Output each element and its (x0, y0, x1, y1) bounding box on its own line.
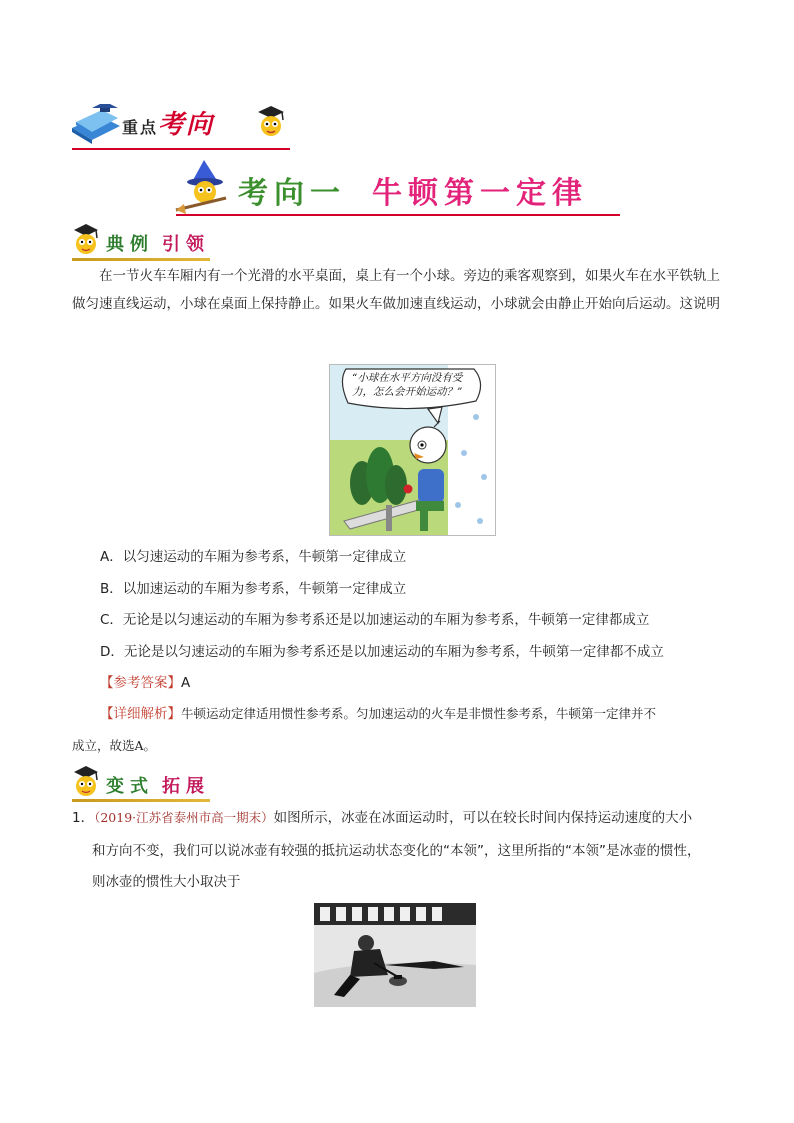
section-example-heading (70, 222, 230, 262)
header-big-text: 考向 (158, 110, 215, 140)
mascot-wizard-icon (174, 158, 234, 214)
example-illustration (329, 364, 496, 536)
analysis-text-1: 牛顿运动定律适用惯性参考系。匀加速运动的火车是非惯性参考系，牛顿第一定律并不 (181, 706, 657, 721)
answer-line (100, 673, 190, 693)
answer-label: 【参考答案】 (100, 675, 181, 691)
option-a: A．以匀速运动的车厢为参考系，牛顿第一定律成立 (100, 549, 407, 565)
section-example-label-a: 典例 (106, 234, 154, 255)
analysis-line-2: 成立，故选A。 (72, 738, 157, 753)
question-1-line-2: 和方向不变，我们可以说冰壶有较强的抵抗运动状态变化的“本领”，这里所指的“本领”是冰壶的惯性， (92, 843, 701, 859)
example-question: 在一节火车车厢内有一个光滑的水平桌面，桌上有一个小球。旁边的乘客观察到，如果火车在水平铁轨上做匀速直线运动，小球在桌面上保持静止。如果火车做加速直线运动，小球就会由静止开始向后运动。这说明 (72, 268, 720, 312)
question-1-line-3: 则冰壶的惯性大小取决于 (92, 874, 241, 890)
analysis-line-1 (100, 704, 656, 724)
mascot-graduate-icon (254, 102, 288, 142)
question-source: （2019·江苏省泰州市高一期末） (94, 810, 274, 825)
question-1-line-1 (72, 808, 692, 828)
question-number: 1． (72, 810, 95, 826)
mascot-graduate-small-icon (70, 222, 102, 258)
header-underline (72, 148, 290, 150)
option-c: C．无论是以匀速运动的车厢为参考系还是以加速运动的车厢为参考系，牛顿第一定律都成立 (100, 612, 650, 628)
section-example-label-b: 引领 (162, 234, 210, 255)
option-d: D．无论是以匀速运动的车厢为参考系还是以加速运动的车厢为参考系，牛顿第一定律都不成立 (100, 644, 664, 660)
header-banner (70, 100, 290, 150)
section-extension-underline (72, 799, 210, 802)
chapter-number: 考向一 (238, 176, 346, 211)
answer-value: A (181, 675, 191, 691)
curling-scene (314, 903, 476, 1007)
header-small-text: 重点 (122, 118, 159, 137)
section-extension-label-b: 拓展 (162, 776, 210, 797)
section-example-underline (72, 258, 210, 261)
speech-bubble-text: “小球在水平方向没有受力，怎么会开始运动？” (352, 372, 463, 398)
section-extension-label-a: 变式 (106, 776, 154, 797)
option-b: B．以加速运动的车厢为参考系，牛顿第一定律成立 (100, 581, 407, 597)
chapter-underline (176, 214, 620, 216)
chapter-title-text: 牛顿第一定律 (372, 176, 588, 211)
books-icon (70, 104, 122, 144)
curling-photo (314, 903, 476, 1007)
analysis-label: 【详细解析】 (100, 706, 181, 722)
chapter-heading (174, 158, 624, 218)
section-extension-heading (70, 764, 230, 804)
question-text-1: 如图所示，冰壶在冰面运动时，可以在较长时间内保持运动速度的大小 (273, 810, 693, 826)
mascot-graduate-small-icon (70, 764, 102, 800)
